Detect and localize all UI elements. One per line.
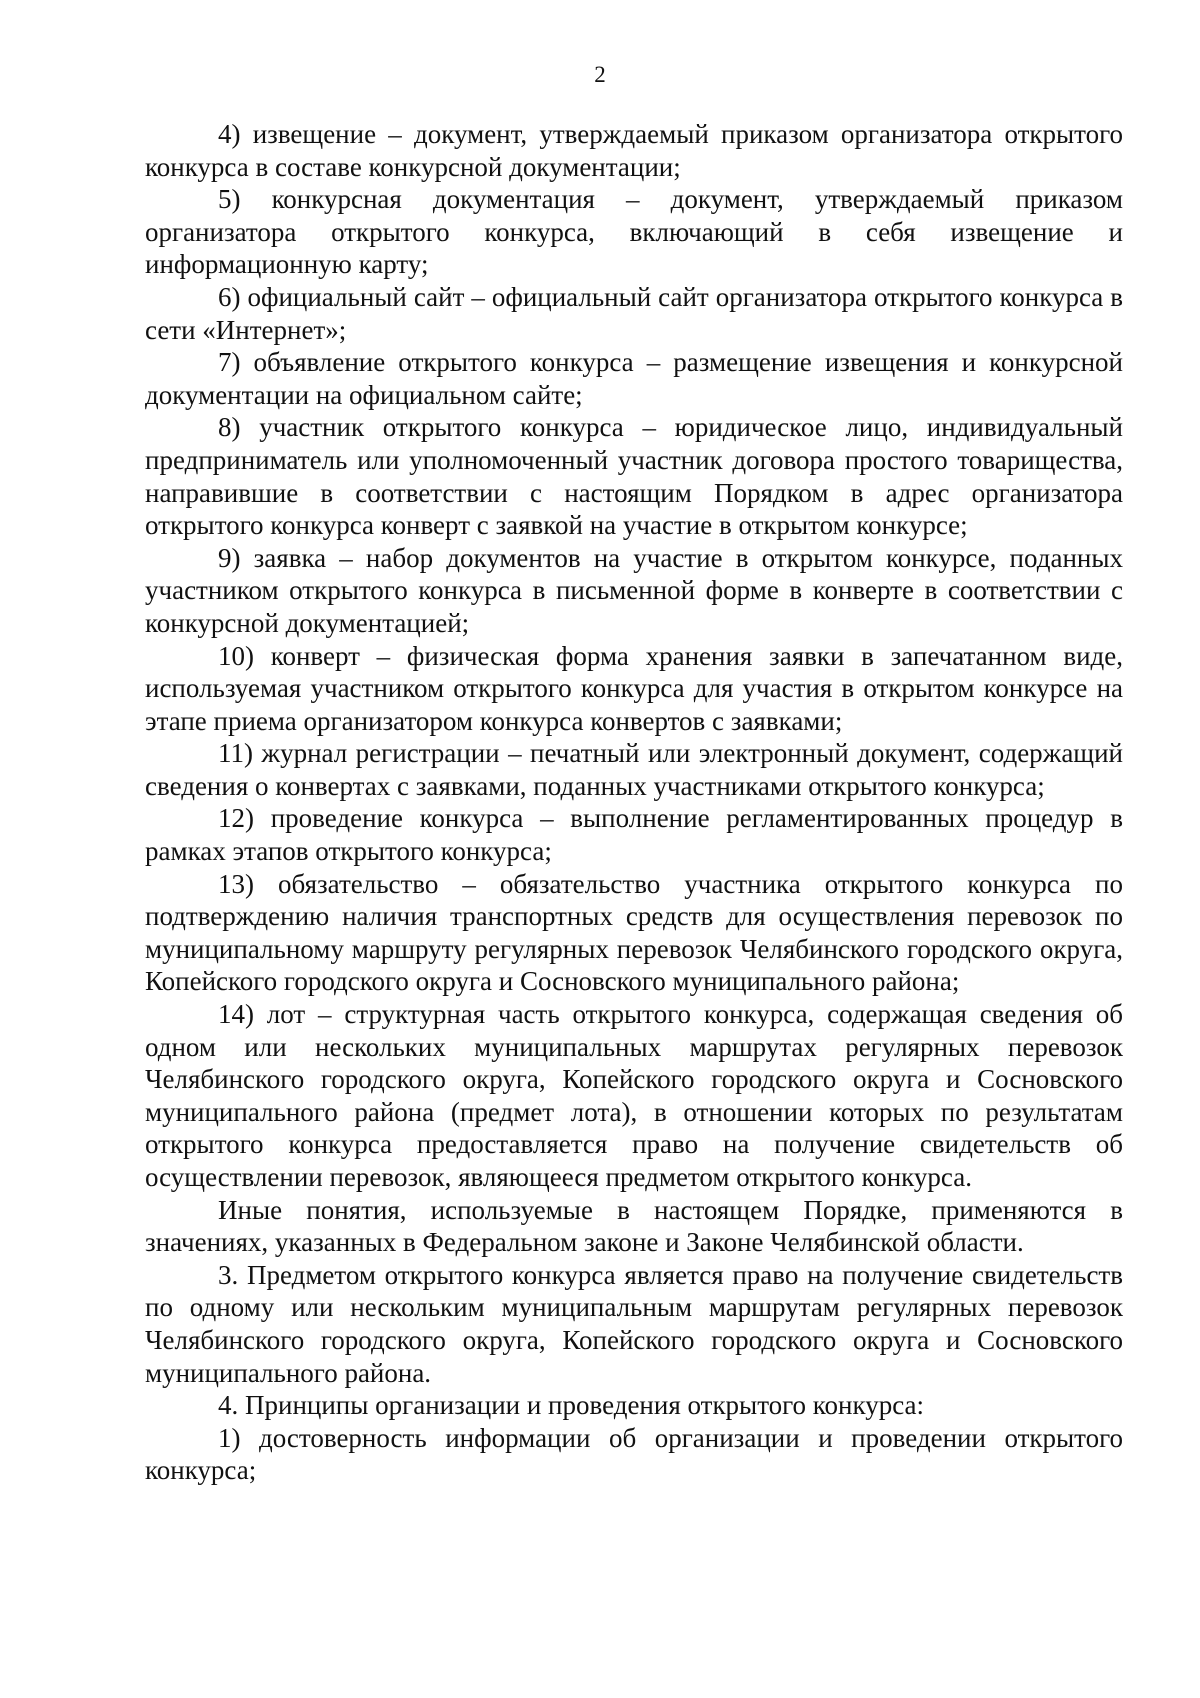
paragraph-item-10-envelope: 10) конверт – физическая форма хранения заявки в запечатанном виде, используемая участником открытого конкурса для участия в открытом конкурсе на этапе приема организатором конкурса конвертов с заявками;	[145, 640, 1123, 736]
paragraph-section-4-principles: 4. Принципы организации и проведения открытого конкурса:	[218, 1390, 925, 1421]
paragraph-item-11-registration-journal: 11) журнал регистрации – печатный или электронный документ, содержащий сведения о конвертах с заявками, поданных участниками открытого конкурса;	[145, 738, 1123, 801]
paragraph-principle-1-reliability: 1) достоверность информации об организации и проведении открытого конкурса;	[145, 1422, 1123, 1486]
paragraph-other-terms: Иные понятия, используемые в настоящем Порядке, применяются в значениях, указанных в Федеральном законе и Законе Челябинской области.	[145, 1194, 1123, 1258]
paragraph-item-6-official-site: 6) официальный сайт – официальный сайт организатора открытого конкурса в сети «Интернет»;	[145, 281, 1123, 345]
paragraph-item-12-conducting: 12) проведение конкурса – выполнение регламентированных процедур в рамках этапов открытого конкурса;	[145, 803, 1123, 867]
paragraph-item-9-application: 9) заявка – набор документов на участие в открытом конкурсе, поданных участником открытого конкурса в письменной форме в конверте в соответствии с конкурсной документацией;	[145, 542, 1123, 638]
paragraph-item-8-participant: 8) участник открытого конкурса – юридическое лицо, индивидуальный предприниматель или уполномоченный участник договора простого товарищества, направившие в соответствии с настоящим Порядком в адрес организатора открытого конкурса конверт с заявкой на участие в открытом конкурсе;	[145, 412, 1123, 541]
document-body	[145, 118, 1123, 1487]
paragraph-item-4-notice: 4) извещение – документ, утверждаемый приказом организатора открытого конкурса в составе конкурсной документации;	[145, 119, 1123, 182]
paragraph-section-3-subject: 3. Предметом открытого конкурса является право на получение свидетельств по одному или нескольким муниципальным маршрутам регулярных перевозок Челябинского городского округа, Копейского городского округа и Сосновского муниципального района.	[145, 1259, 1123, 1388]
paragraph-item-5-competition-documentation: 5) конкурсная документация – документ, утверждаемый приказом организатора открытого конкурса, включающий в себя извещение и информационную карту;	[145, 184, 1123, 280]
paragraph-item-14-lot: 14) лот – структурная часть открытого конкурса, содержащая сведения об одном или нескольких муниципальных маршрутах регулярных перевозок Челябинского городского округа, Копейского городского округа и Сосновского муниципального района (предмет лота), в отношении которых по результатам открытого конкурса предоставляется право на получение свидетельств об осуществлении перевозок, являющееся предметом открытого конкурса.	[145, 999, 1123, 1192]
paragraph-item-7-announcement: 7) объявление открытого конкурса – размещение извещения и конкурсной документации на официальном сайте;	[145, 347, 1123, 410]
page-number: 2	[594, 62, 606, 87]
paragraph-item-13-obligation: 13) обязательство – обязательство участника открытого конкурса по подтверждению наличия транспортных средств для осуществления перевозок по муниципальному маршруту регулярных перевозок Челябинского городского округа, Копейского городского округа и Сосновского муниципального района;	[145, 868, 1123, 997]
